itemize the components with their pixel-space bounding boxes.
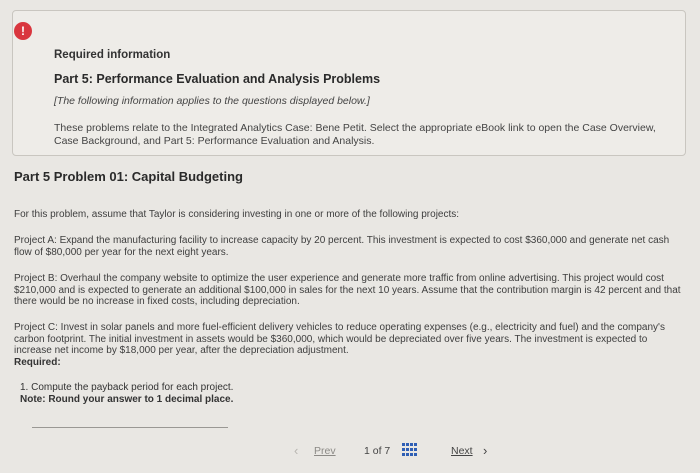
problem-intro: For this problem, assume that Taylor is considering investing in one or more of the following projects: bbox=[14, 209, 460, 220]
required-information-label: Required information bbox=[54, 49, 171, 61]
problem-title: Part 5 Problem 01: Capital Budgeting bbox=[14, 169, 243, 184]
next-button[interactable]: Next bbox=[451, 445, 473, 457]
question-1-text: 1. Compute the payback period for each project. bbox=[20, 382, 234, 393]
case-description: These problems relate to the Integrated Analytics Case: Bene Petit. Select the appropriate eBook link to open the Case Overview, Case Background, and Part 5: Performance Evaluation and Analysis. bbox=[54, 122, 656, 147]
project-c-body: Project C: Invest in solar panels and more fuel-efficient delivery vehicles to reduce operating expenses (e.g., electricity and fuel) and the company's carbon footprint. The initial investment in assets would be $360,000, which would be depreciated over five years. The investment is expected to increase net income by $18,000 per year, after the depreciation adjustment. bbox=[14, 322, 665, 356]
question-grid-icon[interactable] bbox=[402, 443, 418, 457]
project-a-text: Project A: Expand the manufacturing facility to increase capacity by 20 percent. This investment is expected to cost $360,000 and generate net cash flow of $80,000 per year for the next eight years. bbox=[14, 235, 670, 258]
project-c-text bbox=[14, 322, 686, 368]
required-heading: Required: bbox=[14, 356, 61, 368]
question-1 bbox=[20, 382, 233, 406]
part-title: Part 5: Performance Evaluation and Analysis Problems bbox=[54, 72, 381, 86]
page-indicator: 1 of 7 bbox=[364, 445, 391, 457]
chevron-left-icon[interactable]: ‹ bbox=[294, 443, 299, 458]
answer-divider bbox=[32, 427, 228, 428]
project-b-text: Project B: Overhaul the company website to optimize the user experience and generate more traffic from online advertising. This project would cost $210,000 and is expected to generate an additional $100,000 in sales for the next 10 years. Assume that the contribution margin is 42 percent and that there would be no increase in fixed costs, including depreciation. bbox=[14, 273, 681, 307]
chevron-right-icon[interactable]: › bbox=[483, 443, 488, 458]
question-1-note: Note: Round your answer to 1 decimal place. bbox=[20, 394, 234, 405]
applies-note: [The following information applies to the questions displayed below.] bbox=[54, 95, 370, 107]
prev-button[interactable]: Prev bbox=[314, 445, 336, 457]
required-info-panel bbox=[12, 10, 686, 156]
alert-icon: ! bbox=[14, 22, 32, 40]
